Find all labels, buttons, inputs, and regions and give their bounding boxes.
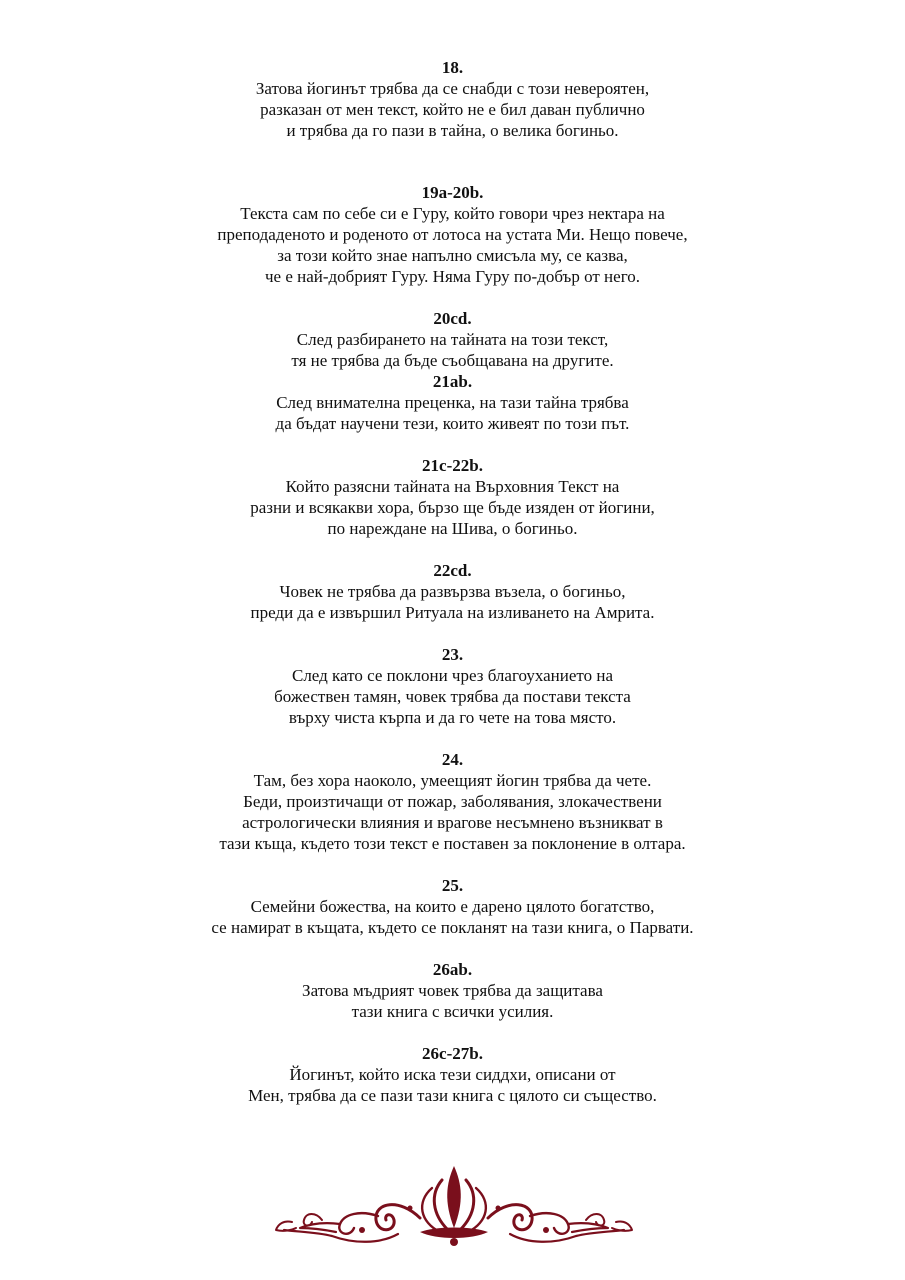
verse-22cd [0,560,905,623]
verse-number: 25. [441,876,464,895]
verse-line: преди да е извършил Ритуала на изливането на Амрита. [250,603,655,622]
verse-23 [0,644,905,728]
verse-line: преподаденото и роденото от лотоса на устата Ми. Нещо повече, [217,225,688,244]
verse-line: че е най-добрият Гуру. Няма Гуру по-добър от него. [264,267,640,286]
verse-18 [0,57,905,141]
verse-line: След разбирането на тайната на този текст, [296,330,609,349]
verse-number: 19a-20b. [421,183,484,202]
verse-line: разни и всякакви хора, бързо ще бъде изяден от йогини, [250,498,655,517]
verse-number: 24. [441,750,464,769]
verse-line: Беди, произтичащи от пожар, заболявания, злокачествени [243,792,662,811]
verse-line: Семейни божества, на които е дарено цялото богатство, [250,897,655,916]
verse-line: Който разясни тайната на Върховния Текст на [285,477,620,496]
verse-line: Йогинът, който иска тези сиддхи, описани от [289,1065,616,1084]
verse-number: 22cd. [433,561,472,580]
verse-line: астрологически влияния и врагове несъмнено възникват в [242,813,663,832]
verse-21c-22b [0,455,905,539]
verse-number: 26ab. [432,960,473,979]
verse-line: След внимателна преценка, на тази тайна трябва [276,393,629,412]
verse-19a-20b [0,182,905,287]
verse-line: След като се поклони чрез благоуханието на [291,666,614,685]
verse-number: 18. [441,58,464,77]
verse-line: Там, без хора наоколо, умеещият йогин трябва да чете. [253,771,652,790]
verse-line: тази книга с всички усилия. [351,1002,554,1021]
verse-25 [0,875,905,938]
verse-26c-27b [0,1043,905,1106]
verse-line: върху чиста кърпа и да го чете на това място. [288,708,617,727]
verse-line: за този който знае напълно смисъла му, се казва, [277,246,628,265]
verse-line: тя не трябва да бъде съобщавана на другите. [291,351,614,370]
verse-line: тази къща, където този текст е поставен за поклонение в олтара. [219,834,686,853]
verse-number: 21c-22b. [422,456,483,475]
verse-line: се намират в къщата, където се покланят на тази книга, о Парвати. [211,918,694,937]
verse-line: Затова йогинът трябва да се снабди с този невероятен, [255,79,650,98]
verse-line: Текста сам по себе си е Гуру, който говори чрез нектара на [240,204,665,223]
verse-number: 23. [441,645,464,664]
verse-24 [0,749,905,854]
verse-line: разказан от мен текст, който не е бил даван публично [260,100,645,119]
verse-line: и трябва да го пази в тайна, о велика богиньо. [286,121,619,140]
verse-line: Човек не трябва да развързва възела, о богиньо, [279,582,626,601]
verse-line: по нареждане на Шива, о богиньо. [327,519,578,538]
verse-number: 26c-27b. [422,1044,483,1063]
verse-line: божествен тамян, човек трябва да постави текста [274,687,631,706]
verse-number: 21ab. [432,372,473,391]
verse-line: Затова мъдрият човек трябва да защитава [302,981,603,1000]
verse-20cd [0,308,905,371]
verse-26ab [0,959,905,1022]
verse-number: 20cd. [433,309,472,328]
verse-line: да бъдат научени тези, които живеят по този път. [275,414,630,433]
verse-21ab [0,371,905,434]
verse-line: Мен, трябва да се пази тази книга с цялото си същество. [248,1086,657,1105]
floral-scroll-ornament-icon [270,1158,638,1254]
